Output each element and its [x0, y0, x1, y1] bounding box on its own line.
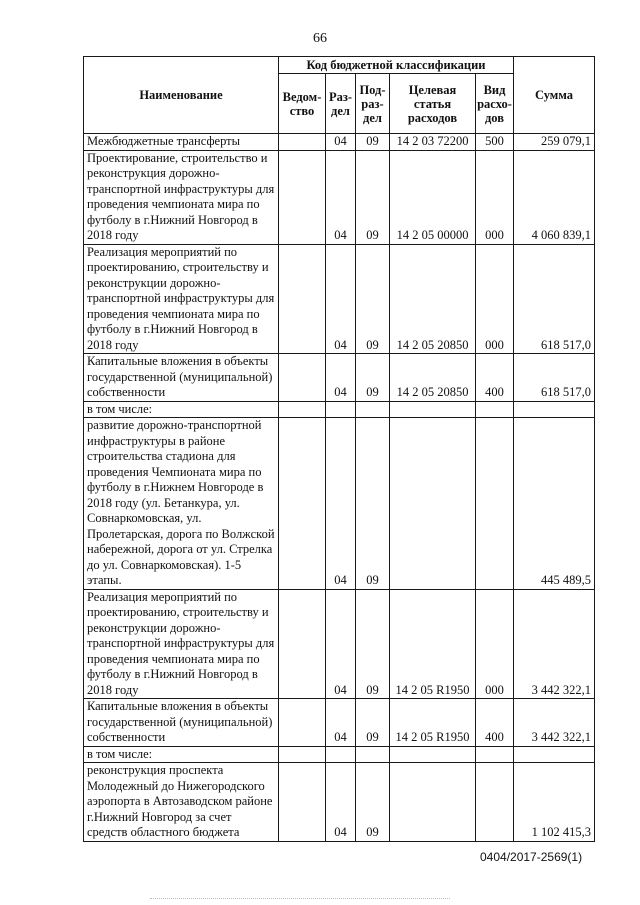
- row-department: [279, 150, 326, 244]
- row-sum: 618 517,0: [514, 354, 595, 402]
- row-section: 04: [326, 354, 356, 402]
- row-section: 04: [326, 699, 356, 747]
- header-expense-type: Вид расхо- дов: [476, 74, 514, 134]
- row-target: [390, 763, 476, 842]
- row-sum: 259 079,1: [514, 134, 595, 151]
- row-name: Реализация мероприятий по проектированию, строительству и реконструкции дорожно-транспортной инфраструктуры для проведения чемпионата мира по футболу в г.Нижний Новгород в 2018 году: [84, 589, 279, 699]
- row-subsection: 09: [356, 354, 390, 402]
- row-department: [279, 746, 326, 763]
- row-type: 400: [476, 699, 514, 747]
- row-target: 14 2 05 R1950: [390, 699, 476, 747]
- header-sum: Сумма: [514, 57, 595, 134]
- row-name: реконструкция проспекта Молодежный до Нижегородского аэропорта в Автозаводском районе г.Нижний Новгород за счет средств областного бюджета: [84, 763, 279, 842]
- row-department: [279, 354, 326, 402]
- row-department: [279, 589, 326, 699]
- row-sum: 445 489,5: [514, 418, 595, 590]
- row-section: 04: [326, 150, 356, 244]
- row-department: [279, 763, 326, 842]
- row-target: 14 2 05 R1950: [390, 589, 476, 699]
- row-type: [476, 418, 514, 590]
- row-type: [476, 401, 514, 418]
- row-target: 14 2 03 72200: [390, 134, 476, 151]
- table-row: [84, 418, 595, 590]
- row-sum: 1 102 415,3: [514, 763, 595, 842]
- row-subsection: 09: [356, 763, 390, 842]
- table-row: [84, 746, 595, 763]
- row-subsection: 09: [356, 418, 390, 590]
- row-department: [279, 244, 326, 354]
- row-department: [279, 699, 326, 747]
- table-row: [84, 401, 595, 418]
- row-department: [279, 401, 326, 418]
- row-type: [476, 746, 514, 763]
- table-row: [84, 763, 595, 842]
- row-sum: 4 060 839,1: [514, 150, 595, 244]
- row-target: 14 2 05 20850: [390, 354, 476, 402]
- row-section: 04: [326, 589, 356, 699]
- row-sum: 618 517,0: [514, 244, 595, 354]
- row-section: 04: [326, 134, 356, 151]
- row-target: [390, 401, 476, 418]
- row-section: 04: [326, 763, 356, 842]
- row-sum: 3 442 322,1: [514, 589, 595, 699]
- row-sum: [514, 401, 595, 418]
- row-target: 14 2 05 20850: [390, 244, 476, 354]
- table-row: [84, 244, 595, 354]
- row-department: [279, 418, 326, 590]
- row-name: в том числе:: [84, 746, 279, 763]
- row-subsection: 09: [356, 150, 390, 244]
- row-name: в том числе:: [84, 401, 279, 418]
- table-row: [84, 589, 595, 699]
- row-department: [279, 134, 326, 151]
- row-subsection: 09: [356, 244, 390, 354]
- row-type: [476, 763, 514, 842]
- row-subsection: [356, 401, 390, 418]
- page-number: 66: [313, 31, 327, 46]
- row-target: 14 2 05 00000: [390, 150, 476, 244]
- row-type: 000: [476, 150, 514, 244]
- row-name: Межбюджетные трансферты: [84, 134, 279, 151]
- row-type: 000: [476, 589, 514, 699]
- row-target: [390, 746, 476, 763]
- row-name: Реализация мероприятий по проектированию, строительству и реконструкции дорожно-транспортной инфраструктуры для проведения чемпионата мира по футболу в г.Нижний Новгород в 2018 году: [84, 244, 279, 354]
- row-subsection: 09: [356, 589, 390, 699]
- row-section: [326, 401, 356, 418]
- document-code: 0404/2017-2569(1): [480, 850, 583, 864]
- table-row: [84, 354, 595, 402]
- page-bottom-divider: [150, 898, 450, 900]
- row-sum: 3 442 322,1: [514, 699, 595, 747]
- header-name: Наименование: [84, 57, 279, 134]
- row-type: 400: [476, 354, 514, 402]
- row-target: [390, 418, 476, 590]
- row-subsection: 09: [356, 699, 390, 747]
- header-subsection: Под- раз- дел: [356, 74, 390, 134]
- row-subsection: [356, 746, 390, 763]
- table-row: [84, 150, 595, 244]
- row-name: Капитальные вложения в объекты государственной (муниципальной) собственности: [84, 354, 279, 402]
- row-section: [326, 746, 356, 763]
- header-target-article: Целевая статья расходов: [390, 74, 476, 134]
- row-name: Проектирование, строительство и реконструкция дорожно-транспортной инфраструктуры для проведения чемпионата мира по футболу в г.Нижний Новгород в 2018 году: [84, 150, 279, 244]
- row-type: 500: [476, 134, 514, 151]
- table-row: [84, 699, 595, 747]
- table-row: [84, 134, 595, 151]
- row-name: Капитальные вложения в объекты государственной (муниципальной) собственности: [84, 699, 279, 747]
- row-sum: [514, 746, 595, 763]
- row-subsection: 09: [356, 134, 390, 151]
- row-type: 000: [476, 244, 514, 354]
- row-section: 04: [326, 244, 356, 354]
- row-name: развитие дорожно-транспортной инфраструктуры в районе строительства стадиона для проведения Чемпионата мира по футболу в г.Нижнем Новгороде в 2018 году (ул. Бетанкура, ул. Совнаркомовская, ул. Пролетарская, дорога по Волжской набережной, дорога от ул. Стрелка до ул. Совнаркомовская). 1-5 этапы.: [84, 418, 279, 590]
- header-budget-classification: Код бюджетной классификации: [279, 57, 514, 74]
- budget-table: [83, 56, 595, 842]
- header-section: Раз- дел: [326, 74, 356, 134]
- header-department: Ведом- ство: [279, 74, 326, 134]
- row-section: 04: [326, 418, 356, 590]
